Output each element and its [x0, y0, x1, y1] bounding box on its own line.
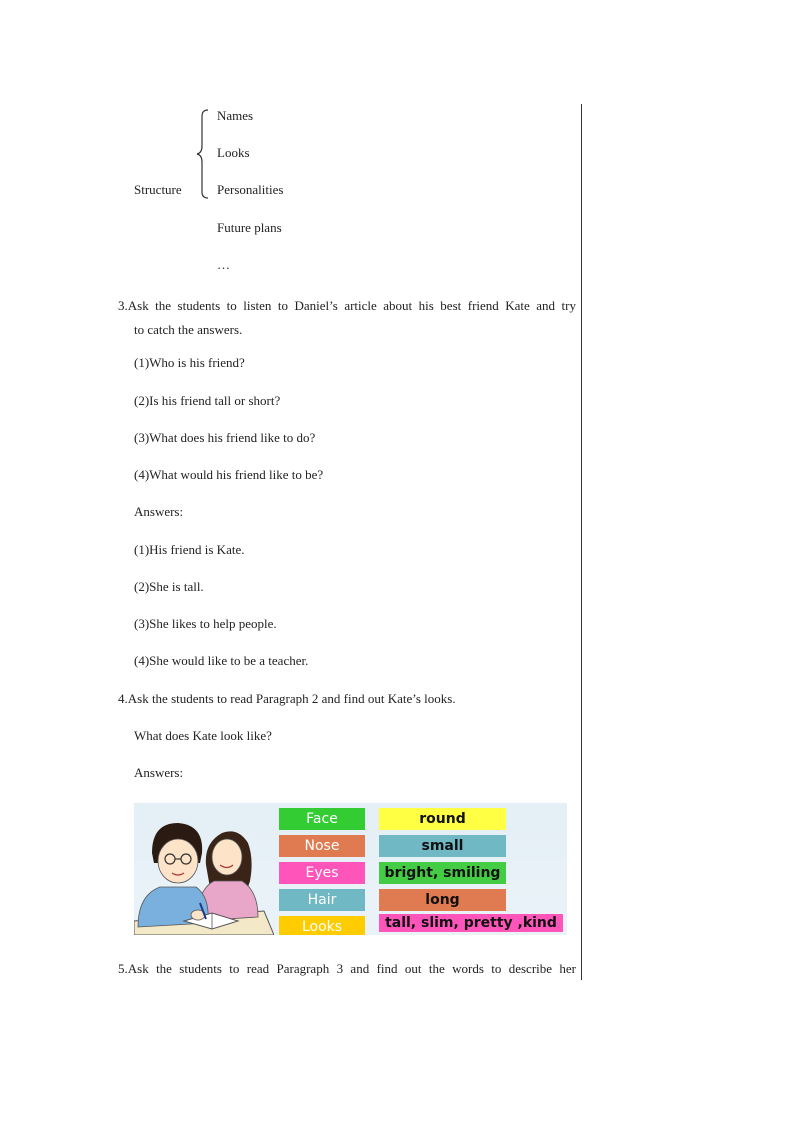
answer-1: (1)His friend is Kate. — [134, 542, 245, 557]
looks-label-nose: Nose — [279, 835, 365, 857]
question-3: (3)What does his friend like to do? — [134, 430, 316, 445]
kate-looks-picture — [134, 803, 567, 935]
structure-item-looks: Looks — [217, 145, 250, 160]
looks-label-looks: Looks — [279, 916, 365, 935]
looks-value-face: round — [379, 808, 506, 830]
table-border-line — [581, 104, 582, 980]
structure-item-ellipsis: … — [217, 257, 230, 272]
structure-item-names: Names — [217, 108, 254, 123]
looks-label-hair: Hair — [279, 889, 365, 911]
looks-value-hair: long — [379, 889, 506, 911]
answer-3: (3)She likes to help people. — [134, 616, 277, 631]
step4-answers-label: Answers: — [134, 765, 184, 780]
looks-label-face: Face — [279, 808, 365, 830]
step5-instruction: 5.Ask the students to read Paragraph 3 and find out the words to describe her — [118, 961, 576, 976]
step3-line1: 3.Ask the students to listen to Daniel’s article about his best friend Kate and try — [118, 298, 576, 313]
step4-question: What does Kate look like? — [134, 728, 272, 743]
structure-label: Structure — [134, 182, 182, 197]
step3-instruction — [118, 294, 576, 342]
answer-4: (4)She would like to be a teacher. — [134, 653, 309, 668]
answer-2: (2)She is tall. — [134, 579, 204, 594]
looks-value-eyes: bright, smiling — [379, 862, 506, 884]
looks-value-nose: small — [379, 835, 506, 857]
question-2: (2)Is his friend tall or short? — [134, 393, 281, 408]
question-1: (1)Who is his friend? — [134, 355, 245, 370]
looks-label-eyes: Eyes — [279, 862, 365, 884]
step3-line2: to catch the answers. — [134, 322, 243, 337]
looks-value-looks: tall, slim, pretty ,kind — [379, 914, 563, 932]
question-4: (4)What would his friend like to be? — [134, 467, 324, 482]
step4-instruction: 4.Ask the students to read Paragraph 2 and find out Kate’s looks. — [118, 691, 456, 706]
structure-item-personalities: Personalities — [217, 182, 284, 197]
students-reading-illustration — [134, 803, 274, 935]
structure-item-future-plans: Future plans — [217, 220, 282, 235]
curly-brace-icon — [196, 108, 210, 200]
answers-label: Answers: — [134, 504, 184, 519]
